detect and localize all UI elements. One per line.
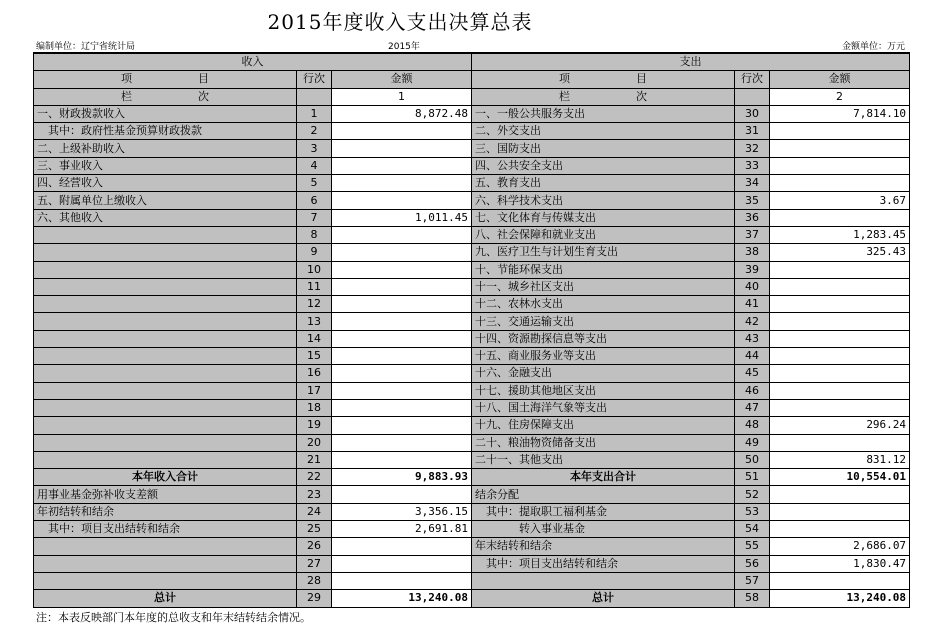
expense-amount-cell bbox=[770, 503, 910, 520]
table-row bbox=[34, 313, 910, 330]
expense-line-cell: 35 bbox=[735, 192, 770, 209]
income-line-cell: 23 bbox=[297, 486, 332, 503]
income-col-blank bbox=[297, 88, 332, 105]
table-row bbox=[34, 521, 910, 538]
expense-line-cell: 50 bbox=[735, 451, 770, 468]
income-line-cell: 22 bbox=[297, 469, 332, 486]
income-line-cell: 25 bbox=[297, 521, 332, 538]
expense-amount-cell bbox=[770, 296, 910, 313]
expense-amount-cell bbox=[770, 261, 910, 278]
income-item-cell bbox=[34, 365, 297, 382]
income-item-cell bbox=[34, 226, 297, 243]
table-row bbox=[34, 365, 910, 382]
expense-line-cell: 53 bbox=[735, 503, 770, 520]
expense-item-cell: 二十、粮油物资储备支出 bbox=[472, 434, 735, 451]
table-row bbox=[34, 330, 910, 347]
table-row bbox=[34, 486, 910, 503]
expense-item-header: 项 目 bbox=[472, 71, 735, 88]
expense-amount-cell bbox=[770, 572, 910, 589]
expense-item-cell: 五、教育支出 bbox=[472, 175, 735, 192]
income-item-cell: 一、财政拨款收入 bbox=[34, 105, 297, 122]
income-item-cell bbox=[34, 538, 297, 555]
expense-item-cell: 本年支出合计 bbox=[472, 469, 735, 486]
expense-item-cell: 二、外交支出 bbox=[472, 123, 735, 140]
expense-item-cell: 七、文化体育与传媒支出 bbox=[472, 209, 735, 226]
expense-amount-cell bbox=[770, 123, 910, 140]
income-amount-cell bbox=[332, 399, 472, 416]
income-item-cell bbox=[34, 382, 297, 399]
income-amount-cell bbox=[332, 330, 472, 347]
income-amount-cell: 13,240.08 bbox=[332, 590, 472, 607]
table-row bbox=[34, 209, 910, 226]
income-line-cell: 6 bbox=[297, 192, 332, 209]
table-row bbox=[34, 469, 910, 486]
expense-item-cell: 年末结转和结余 bbox=[472, 538, 735, 555]
expense-line-cell: 52 bbox=[735, 486, 770, 503]
expense-item-cell: 十七、援助其他地区支出 bbox=[472, 382, 735, 399]
table-row bbox=[34, 244, 910, 261]
table-row bbox=[34, 434, 910, 451]
income-line-cell: 21 bbox=[297, 451, 332, 468]
table-row bbox=[34, 192, 910, 209]
expense-line-cell: 34 bbox=[735, 175, 770, 192]
expense-line-cell: 47 bbox=[735, 399, 770, 416]
income-line-cell: 1 bbox=[297, 105, 332, 122]
expense-amount-cell: 1,283.45 bbox=[770, 226, 910, 243]
income-line-cell: 9 bbox=[297, 244, 332, 261]
income-amount-cell bbox=[332, 192, 472, 209]
expense-line-cell: 31 bbox=[735, 123, 770, 140]
income-item-cell: 其中：政府性基金预算财政拨款 bbox=[34, 123, 297, 140]
expense-amount-cell bbox=[770, 209, 910, 226]
income-line-cell: 19 bbox=[297, 417, 332, 434]
income-line-cell: 3 bbox=[297, 140, 332, 157]
expense-item-cell bbox=[472, 572, 735, 589]
expense-line-cell: 30 bbox=[735, 105, 770, 122]
table-row bbox=[34, 261, 910, 278]
income-line-cell: 2 bbox=[297, 123, 332, 140]
expense-item-cell: 二十一、其他支出 bbox=[472, 451, 735, 468]
table-row bbox=[34, 105, 910, 122]
table-row bbox=[34, 538, 910, 555]
expense-line-cell: 42 bbox=[735, 313, 770, 330]
income-line-cell: 8 bbox=[297, 226, 332, 243]
income-item-cell bbox=[34, 296, 297, 313]
income-item-cell bbox=[34, 572, 297, 589]
expense-item-cell: 结余分配 bbox=[472, 486, 735, 503]
expense-line-cell: 46 bbox=[735, 382, 770, 399]
table-row bbox=[34, 555, 910, 572]
expense-amount-header: 金额 bbox=[770, 71, 910, 88]
income-header: 收入 bbox=[34, 53, 472, 71]
income-line-cell: 26 bbox=[297, 538, 332, 555]
expense-line-cell: 45 bbox=[735, 365, 770, 382]
expense-col-label: 栏 次 bbox=[472, 88, 735, 105]
expense-amount-cell: 1,830.47 bbox=[770, 555, 910, 572]
income-item-cell bbox=[34, 348, 297, 365]
table-row bbox=[34, 140, 910, 157]
expense-line-cell: 33 bbox=[735, 157, 770, 174]
table-row bbox=[34, 451, 910, 468]
expense-item-cell: 十一、城乡社区支出 bbox=[472, 278, 735, 295]
income-amount-cell bbox=[332, 451, 472, 468]
income-amount-cell: 1,011.45 bbox=[332, 209, 472, 226]
expense-amount-cell bbox=[770, 382, 910, 399]
budget-table bbox=[33, 52, 910, 608]
table-row bbox=[34, 417, 910, 434]
income-item-cell: 年初结转和结余 bbox=[34, 503, 297, 520]
income-item-cell: 三、事业收入 bbox=[34, 157, 297, 174]
expense-item-cell: 十六、金融支出 bbox=[472, 365, 735, 382]
expense-item-cell: 三、国防支出 bbox=[472, 140, 735, 157]
expense-amount-cell bbox=[770, 313, 910, 330]
expense-item-cell: 十二、农林水支出 bbox=[472, 296, 735, 313]
table-row bbox=[34, 572, 910, 589]
expense-line-cell: 41 bbox=[735, 296, 770, 313]
expense-amount-cell bbox=[770, 330, 910, 347]
income-amount-cell bbox=[332, 572, 472, 589]
income-item-cell: 用事业基金弥补收支差额 bbox=[34, 486, 297, 503]
expense-amount-cell: 3.67 bbox=[770, 192, 910, 209]
income-amount-cell bbox=[332, 261, 472, 278]
expense-item-cell: 十四、资源勘探信息等支出 bbox=[472, 330, 735, 347]
expense-amount-cell: 13,240.08 bbox=[770, 590, 910, 607]
expense-amount-cell: 2,686.07 bbox=[770, 538, 910, 555]
expense-line-cell: 39 bbox=[735, 261, 770, 278]
expense-line-cell: 37 bbox=[735, 226, 770, 243]
income-item-cell bbox=[34, 330, 297, 347]
page-title: 2015年度收入支出决算总表 bbox=[267, 10, 533, 34]
income-item-cell: 本年收入合计 bbox=[34, 469, 297, 486]
expense-item-cell: 其中：项目支出结转和结余 bbox=[472, 555, 735, 572]
expense-amount-cell bbox=[770, 175, 910, 192]
income-item-cell: 总计 bbox=[34, 590, 297, 607]
income-item-cell bbox=[34, 278, 297, 295]
income-amount-cell bbox=[332, 365, 472, 382]
expense-line-cell: 58 bbox=[735, 590, 770, 607]
income-item-cell bbox=[34, 555, 297, 572]
income-item-cell: 四、经营收入 bbox=[34, 175, 297, 192]
expense-line-cell: 44 bbox=[735, 348, 770, 365]
income-amount-header: 金额 bbox=[332, 71, 472, 88]
expense-item-cell: 十、节能环保支出 bbox=[472, 261, 735, 278]
income-amount-cell bbox=[332, 417, 472, 434]
income-item-cell bbox=[34, 261, 297, 278]
income-item-cell: 六、其他收入 bbox=[34, 209, 297, 226]
expense-amount-cell bbox=[770, 140, 910, 157]
expense-line-cell: 43 bbox=[735, 330, 770, 347]
table-row bbox=[34, 278, 910, 295]
income-amount-cell bbox=[332, 278, 472, 295]
unit-label: 金额单位：万元 bbox=[842, 42, 906, 52]
expense-amount-cell bbox=[770, 365, 910, 382]
expense-item-cell: 转入事业基金 bbox=[472, 521, 735, 538]
income-amount-cell bbox=[332, 175, 472, 192]
income-amount-cell bbox=[332, 555, 472, 572]
income-col-label: 栏 次 bbox=[34, 88, 297, 105]
expense-amount-cell: 325.43 bbox=[770, 244, 910, 261]
table-row bbox=[34, 157, 910, 174]
income-line-cell: 12 bbox=[297, 296, 332, 313]
expense-item-cell: 其中：提取职工福利基金 bbox=[472, 503, 735, 520]
expense-amount-cell bbox=[770, 399, 910, 416]
expense-line-cell: 38 bbox=[735, 244, 770, 261]
expense-amount-cell bbox=[770, 348, 910, 365]
income-line-cell: 13 bbox=[297, 313, 332, 330]
income-amount-cell bbox=[332, 382, 472, 399]
income-line-cell: 15 bbox=[297, 348, 332, 365]
expense-item-cell: 四、公共安全支出 bbox=[472, 157, 735, 174]
income-line-cell: 16 bbox=[297, 365, 332, 382]
expense-item-cell: 八、社会保障和就业支出 bbox=[472, 226, 735, 243]
income-line-cell: 4 bbox=[297, 157, 332, 174]
expense-item-cell: 十三、交通运输支出 bbox=[472, 313, 735, 330]
expense-line-cell: 51 bbox=[735, 469, 770, 486]
income-line-cell: 27 bbox=[297, 555, 332, 572]
income-amount-cell bbox=[332, 348, 472, 365]
expense-line-cell: 57 bbox=[735, 572, 770, 589]
expense-item-cell: 十八、国土海洋气象等支出 bbox=[472, 399, 735, 416]
expense-amount-cell bbox=[770, 434, 910, 451]
expense-amount-cell: 7,814.10 bbox=[770, 105, 910, 122]
income-amount-cell bbox=[332, 538, 472, 555]
expense-line-header: 行次 bbox=[735, 71, 770, 88]
income-amount-cell bbox=[332, 434, 472, 451]
income-item-cell bbox=[34, 244, 297, 261]
expense-amount-cell: 10,554.01 bbox=[770, 469, 910, 486]
income-line-cell: 11 bbox=[297, 278, 332, 295]
income-line-cell: 29 bbox=[297, 590, 332, 607]
footnote: 注：本表反映部门本年度的总收支和年末结转结余情况。 bbox=[36, 611, 311, 624]
income-amount-cell bbox=[332, 313, 472, 330]
expense-line-cell: 48 bbox=[735, 417, 770, 434]
income-amount-cell bbox=[332, 140, 472, 157]
expense-line-cell: 40 bbox=[735, 278, 770, 295]
income-item-cell bbox=[34, 451, 297, 468]
income-line-cell: 5 bbox=[297, 175, 332, 192]
income-line-cell: 24 bbox=[297, 503, 332, 520]
expense-amount-cell: 831.12 bbox=[770, 451, 910, 468]
income-amount-cell bbox=[332, 123, 472, 140]
table-row bbox=[34, 399, 910, 416]
income-amount-cell bbox=[332, 157, 472, 174]
income-item-cell bbox=[34, 434, 297, 451]
income-item-header: 项 目 bbox=[34, 71, 297, 88]
expense-item-cell: 六、科学技术支出 bbox=[472, 192, 735, 209]
expense-line-cell: 32 bbox=[735, 140, 770, 157]
income-amount-cell: 8,872.48 bbox=[332, 105, 472, 122]
income-line-cell: 14 bbox=[297, 330, 332, 347]
income-amount-cell: 9,883.93 bbox=[332, 469, 472, 486]
income-line-header: 行次 bbox=[297, 71, 332, 88]
expense-item-cell: 总计 bbox=[472, 590, 735, 607]
table-row bbox=[34, 175, 910, 192]
table-row bbox=[34, 503, 910, 520]
income-line-cell: 20 bbox=[297, 434, 332, 451]
expense-col-number: 2 bbox=[770, 88, 910, 105]
expense-amount-cell bbox=[770, 278, 910, 295]
expense-col-blank bbox=[735, 88, 770, 105]
expense-line-cell: 36 bbox=[735, 209, 770, 226]
income-item-cell bbox=[34, 399, 297, 416]
income-line-cell: 10 bbox=[297, 261, 332, 278]
expense-item-cell: 九、医疗卫生与计划生育支出 bbox=[472, 244, 735, 261]
income-item-cell: 其中：项目支出结转和结余 bbox=[34, 521, 297, 538]
expense-item-cell: 一、一般公共服务支出 bbox=[472, 105, 735, 122]
expense-line-cell: 49 bbox=[735, 434, 770, 451]
income-amount-cell: 2,691.81 bbox=[332, 521, 472, 538]
expense-amount-cell bbox=[770, 486, 910, 503]
income-line-cell: 28 bbox=[297, 572, 332, 589]
table-row bbox=[34, 296, 910, 313]
income-item-cell: 五、附属单位上缴收入 bbox=[34, 192, 297, 209]
expense-amount-cell: 296.24 bbox=[770, 417, 910, 434]
table-row bbox=[34, 382, 910, 399]
expense-item-cell: 十五、商业服务业等支出 bbox=[472, 348, 735, 365]
year-label: 2015年 bbox=[388, 42, 420, 52]
income-line-cell: 17 bbox=[297, 382, 332, 399]
income-amount-cell bbox=[332, 226, 472, 243]
expense-amount-cell bbox=[770, 157, 910, 174]
expense-header: 支出 bbox=[472, 53, 910, 71]
table-row bbox=[34, 123, 910, 140]
compiler-label: 编制单位：辽宁省统计局 bbox=[36, 42, 136, 52]
income-amount-cell bbox=[332, 486, 472, 503]
table-row bbox=[34, 348, 910, 365]
income-col-number: 1 bbox=[332, 88, 472, 105]
income-amount-cell bbox=[332, 296, 472, 313]
income-line-cell: 18 bbox=[297, 399, 332, 416]
table-row bbox=[34, 590, 910, 607]
expense-line-cell: 54 bbox=[735, 521, 770, 538]
income-amount-cell: 3,356.15 bbox=[332, 503, 472, 520]
expense-line-cell: 55 bbox=[735, 538, 770, 555]
income-item-cell bbox=[34, 417, 297, 434]
expense-item-cell: 十九、住房保障支出 bbox=[472, 417, 735, 434]
expense-line-cell: 56 bbox=[735, 555, 770, 572]
income-item-cell bbox=[34, 313, 297, 330]
table-row bbox=[34, 226, 910, 243]
income-amount-cell bbox=[332, 244, 472, 261]
expense-amount-cell bbox=[770, 521, 910, 538]
income-item-cell: 二、上级补助收入 bbox=[34, 140, 297, 157]
income-line-cell: 7 bbox=[297, 209, 332, 226]
